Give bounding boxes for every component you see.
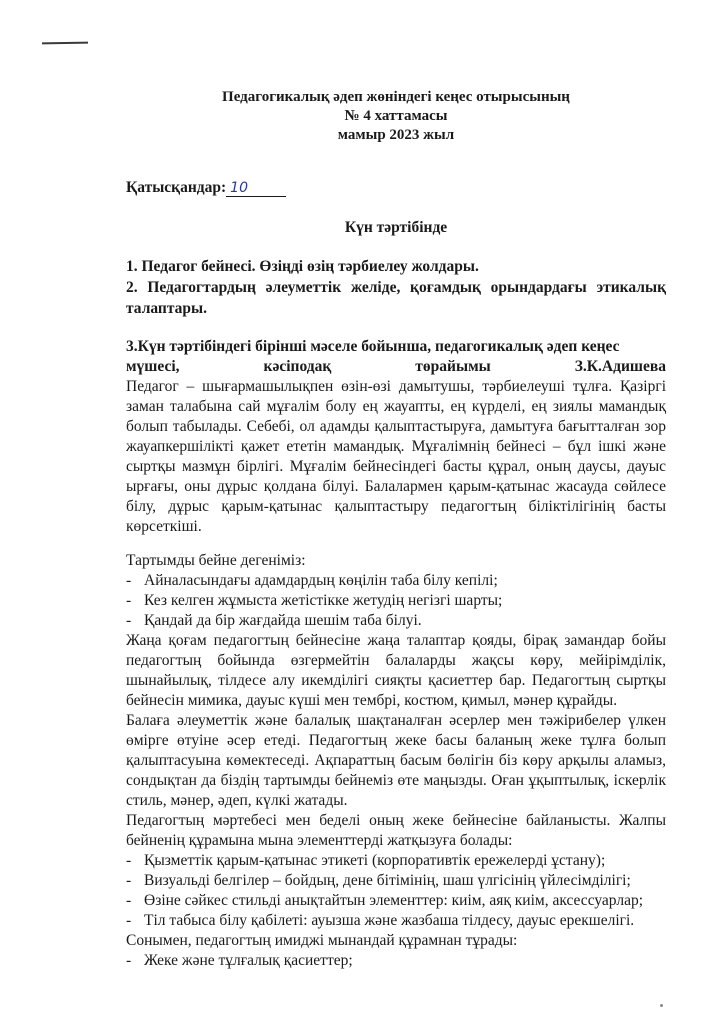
header-title: Педагогикалық әдеп жөніндегі кеңес отырысының bbox=[222, 89, 570, 105]
section-3-heading-speaker: З.К.Адишева bbox=[574, 358, 666, 375]
scan-dust-dot bbox=[660, 1004, 663, 1007]
list-item: - Тіл табыса білу қабілеті: ауызша және жазбаша тілдесу, дауыс ерекшелігі. bbox=[126, 912, 635, 929]
section-3-heading-line2 bbox=[126, 357, 666, 377]
agenda-list bbox=[126, 256, 666, 319]
list-item: - Кез келген жұмыста жетістікке жетудің негізгі шарты; bbox=[126, 592, 503, 609]
list-item: - Жеке және тұлғалық қасиеттер; bbox=[126, 952, 353, 969]
document-header bbox=[126, 88, 666, 145]
participants-label: Қатысқандар: bbox=[126, 179, 227, 196]
section-3-heading-word: төрайымы bbox=[415, 358, 491, 375]
document-page bbox=[126, 88, 666, 971]
agenda-item-1: 1. Педагог бейнесі. Өзіңді өзің тәрбиелеу жолдары. bbox=[126, 258, 479, 275]
section-3-heading-word: кәсіподақ bbox=[263, 358, 332, 375]
paragraph-social-experience: Балаға әлеуметтік және балалық шақтаналған әсерлер мен тәжірибелер үлкен өмірге өтуіне әсер етеді. Педагогтың жеке басы баланың жеке тұлға болып қалыптасуына көмектеседі. Ақпараттың басым бөлігін біз көру арқылы аламыз, сондықтан да біздің тартымды бейнеміз өте маңызды. Оған ұқыптылық, іскерлік стиль, мәнер, әдеп, күлкі жатады. bbox=[126, 712, 666, 809]
paragraph-teacher-image: Педагог – шығармашылықпен өзін-өзі дамытушы, тәрбиелеуші тұлға. Қазіргі заман талабына сай мұғалім болу ең жауапты, ең күрделі, ең зиялы мамандық болып табылады. Себебі, ол адамды қалыптастыруға, дамытуға бағытталған зор жауапкершілікті қажет ететін мамандық. Мұғалімнің бейнесі – бұл ішкі және сыртқы мазмұн бірлігі. Мұғалім бейнесіндегі басты құрал, оның даусы, дауыс ырғағы, оны дұрыс қолдана білуі. Балалармен қарым-қатынас жасауда сөйлесе білу, дұрыс қарым-қатынас қалыптастыру педагогтың біліктілігінің басты көрсеткіші. bbox=[126, 378, 666, 535]
paragraph-attractive-image-intro: Тартымды бейне дегеніміз: bbox=[126, 552, 306, 569]
list-item: - Қызметтік қарым-қатынас этикеті (корпоративтік ережелерді ұстану); bbox=[126, 852, 606, 869]
paragraph-status: Педагогтың мәртебесі мен беделі оның жеке бейнесіне байланысты. Жалпы бейненің құрамына мына элементтерді жатқызуға болады: bbox=[126, 812, 666, 849]
agenda-title: Күн тәртібінде bbox=[344, 219, 448, 236]
paragraph-image-composition: Сонымен, педагогтың имиджі мынандай құрамнан тұрады: bbox=[126, 932, 518, 949]
agenda-item-2: 2. Педагогтардың әлеуметтік желіде, қоғамдық орындардағы этикалық талаптары. bbox=[126, 279, 666, 317]
participants-handwritten-count: 10 bbox=[226, 181, 286, 197]
list-item: - Өзіне сәйкес стильді анықтайтын элементтер: киім, аяқ киім, аксессуарлар; bbox=[126, 892, 644, 909]
header-protocol-number: № 4 хаттамасы bbox=[344, 108, 448, 124]
header-date: мамыр 2023 жыл bbox=[337, 127, 455, 143]
section-3-heading-word: мүшесі, bbox=[126, 358, 180, 375]
section-3-heading bbox=[126, 337, 666, 377]
scan-pen-mark bbox=[42, 42, 88, 45]
list-item: - Айналасындағы адамдардың көңілін таба білу кепілі; bbox=[126, 572, 498, 589]
section-3-heading-line1: 3.Күн тәртібіндегі бірінші мәселе бойынша, педагогикалық әдеп кеңес bbox=[126, 338, 620, 355]
list-item: - Қандай да бір жағдайда шешім таба білуі. bbox=[126, 612, 422, 629]
body-text bbox=[126, 377, 666, 971]
list-item: - Визуальді белгілер – бойдың, дене бітімінің, шаш үлгісінің үйлесімділігі; bbox=[126, 872, 631, 889]
paragraph-new-society: Жаңа қоғам педагогтың бейнесіне жаңа талаптар қояды, бірақ замандар бойы педагогтың бойында өзгермейтін балаларды жақсы көру, мейірімділік, шынайылық, тілдесе алу икемділігі сияқты қасиеттер бар. Педагогтың сыртқы бейнесін мимика, дауыс күші мен тембрі, костюм, қимыл, мәнер құрайды. bbox=[126, 632, 666, 709]
participants-row bbox=[126, 178, 666, 198]
